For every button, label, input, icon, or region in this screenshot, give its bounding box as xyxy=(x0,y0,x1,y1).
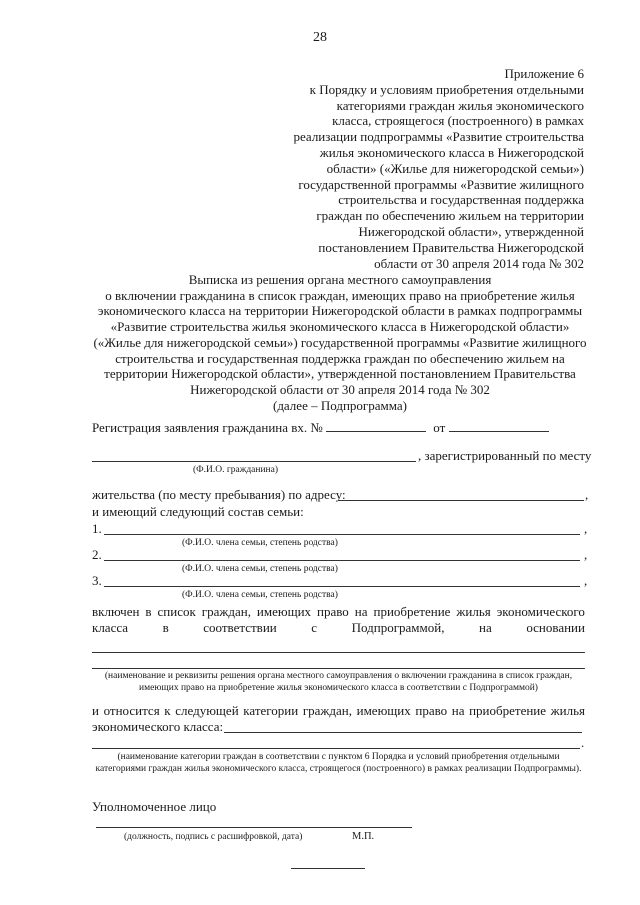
registration-number-field[interactable] xyxy=(326,419,426,432)
appendix-line: области от 30 апреля 2014 года № 302 xyxy=(374,255,584,271)
word: имеющих xyxy=(256,604,312,619)
member-number: 2. xyxy=(92,547,102,562)
appendix-line: граждан по обеспечению жильем на территории xyxy=(316,208,584,224)
member-caption: (Ф.И.О. члена семьи, степень родства) xyxy=(182,564,338,574)
heading-line: Нижегородской области от 30 апреля 2014 года № 302 xyxy=(190,381,490,397)
word: жилья xyxy=(456,604,491,619)
word: жилья xyxy=(550,703,585,718)
included-line-2 xyxy=(92,620,585,636)
category-label: экономического класса: xyxy=(92,719,224,734)
appendix-block xyxy=(284,66,584,271)
word: имеющих xyxy=(356,703,411,718)
word: к xyxy=(164,703,171,718)
page-number: 28 xyxy=(313,30,327,45)
included-paragraph xyxy=(92,604,585,636)
member-2-field[interactable] xyxy=(104,560,580,561)
word: с xyxy=(311,620,318,635)
document-heading xyxy=(60,272,620,413)
registration-label: Регистрация заявления гражданина вх. № xyxy=(92,420,323,435)
appendix-line: постановлением Правительства Нижегородской xyxy=(318,239,584,255)
appendix-line: к Порядку и условиям приобретения отдельными xyxy=(309,81,584,97)
category-line-1 xyxy=(92,703,585,719)
word: в xyxy=(145,604,152,619)
appendix-line: строительства и государственная поддержка xyxy=(338,192,584,208)
member-1-field[interactable] xyxy=(104,534,580,535)
word: приобретение xyxy=(373,604,451,619)
decision-caption: (наименование и реквизиты решения органа местного самоуправления о включении гражданина в список граждан, имеющих право на приобретение жилья экономического класса в соответствии с Подпрограммой) xyxy=(104,671,573,693)
category-caption: (наименование категории граждан в соответствии с пунктом 6 Порядка и условий приобретения отдельными категориями граждан жилья экономического класса, строящегося (построенного) в рамках реализации Подпрограммы). xyxy=(95,752,582,774)
address-field[interactable] xyxy=(338,500,584,501)
word: следующей xyxy=(175,703,239,718)
word: Подпрограммой, xyxy=(351,620,445,635)
word: на xyxy=(354,604,368,619)
word: категории xyxy=(243,703,299,718)
word: список xyxy=(157,604,196,619)
registered-label: , зарегистрированный по месту xyxy=(418,448,592,463)
word: на xyxy=(479,620,492,635)
appendix-line: области» («Жилье для нижегородской семьи») xyxy=(326,160,584,176)
word: приобретение xyxy=(469,703,547,718)
category-field-line-2[interactable] xyxy=(92,748,580,749)
signature-caption: (должность, подпись с расшифровкой, дата) xyxy=(124,832,303,842)
comma: , xyxy=(585,487,589,502)
word: на xyxy=(451,703,465,718)
heading-line: строительства и государственная поддержка граждан по обеспечению жильем на xyxy=(115,350,565,366)
word: право xyxy=(317,604,349,619)
appendix-line: Приложение 6 xyxy=(504,66,584,81)
word: относится xyxy=(103,703,160,718)
member-number: 1. xyxy=(92,521,102,536)
heading-line: (далее – Подпрограмма) xyxy=(272,397,407,413)
decision-field-line-1[interactable] xyxy=(92,652,585,653)
signature-field[interactable] xyxy=(96,827,412,828)
word: право xyxy=(415,703,448,718)
registration-date-field[interactable] xyxy=(449,419,549,432)
comma: , xyxy=(584,573,588,588)
heading-line: территории Нижегородской области», утвержденной постановлением Правительства xyxy=(104,366,576,382)
comma: , xyxy=(584,521,588,536)
category-paragraph xyxy=(92,703,585,719)
appendix-line: жилья экономического класса в Нижегородской xyxy=(319,144,584,160)
word: граждан, xyxy=(302,703,352,718)
member-number: 3. xyxy=(92,573,102,588)
word: основании xyxy=(526,620,585,635)
heading-line: Выписка из решения органа местного самоуправления xyxy=(188,272,492,287)
word: граждан, xyxy=(201,604,251,619)
heading-line: «Развитие строительства жилья экономического класса в Нижегородской области» xyxy=(110,319,570,335)
appendix-line: реализации подпрограммы «Развитие строительства xyxy=(293,129,584,145)
appendix-line: государственной программы «Развитие жилищного xyxy=(298,176,584,192)
appendix-line: класса, строящегося (построенного) в рамках xyxy=(332,113,584,129)
end-divider xyxy=(291,868,365,869)
registration-row xyxy=(92,419,549,436)
comma: , xyxy=(584,547,588,562)
period: . xyxy=(581,735,585,750)
word: соответствии xyxy=(203,620,277,635)
member-caption: (Ф.И.О. члена семьи, степень родства) xyxy=(182,538,338,548)
word: в xyxy=(162,620,169,635)
included-line-1 xyxy=(92,604,585,620)
heading-line: о включении гражданина в список граждан, имеющих право на приобретение жилья xyxy=(105,287,575,303)
from-label: от xyxy=(433,420,446,435)
stamp-label: М.П. xyxy=(352,831,375,842)
residence-label: жительства (по месту пребывания) по адресу: xyxy=(92,487,346,502)
word: и xyxy=(92,703,99,718)
heading-line: экономического класса на территории Нижегородской области в рамках подпрограммы xyxy=(97,303,583,319)
member-caption: (Ф.И.О. члена семьи, степень родства) xyxy=(182,590,338,600)
category-field-line-1[interactable] xyxy=(224,732,582,733)
family-label: и имеющий следующий состав семьи: xyxy=(92,504,304,519)
appendix-line: Нижегородской области», утвержденной xyxy=(358,223,584,239)
word: экономического xyxy=(496,604,585,619)
word: класса xyxy=(92,620,129,635)
citizen-name-caption: (Ф.И.О. гражданина) xyxy=(193,465,278,475)
appendix-line: категориями граждан жилья экономического xyxy=(336,97,584,113)
citizen-name-field[interactable] xyxy=(92,461,416,462)
heading-line: («Жилье для нижегородской семьи») государственной программы «Развитие жилищного xyxy=(93,334,587,350)
member-3-field[interactable] xyxy=(104,586,580,587)
authorized-label: Уполномоченное лицо xyxy=(92,799,217,814)
decision-field-line-2[interactable] xyxy=(92,668,585,669)
word: включен xyxy=(92,604,140,619)
